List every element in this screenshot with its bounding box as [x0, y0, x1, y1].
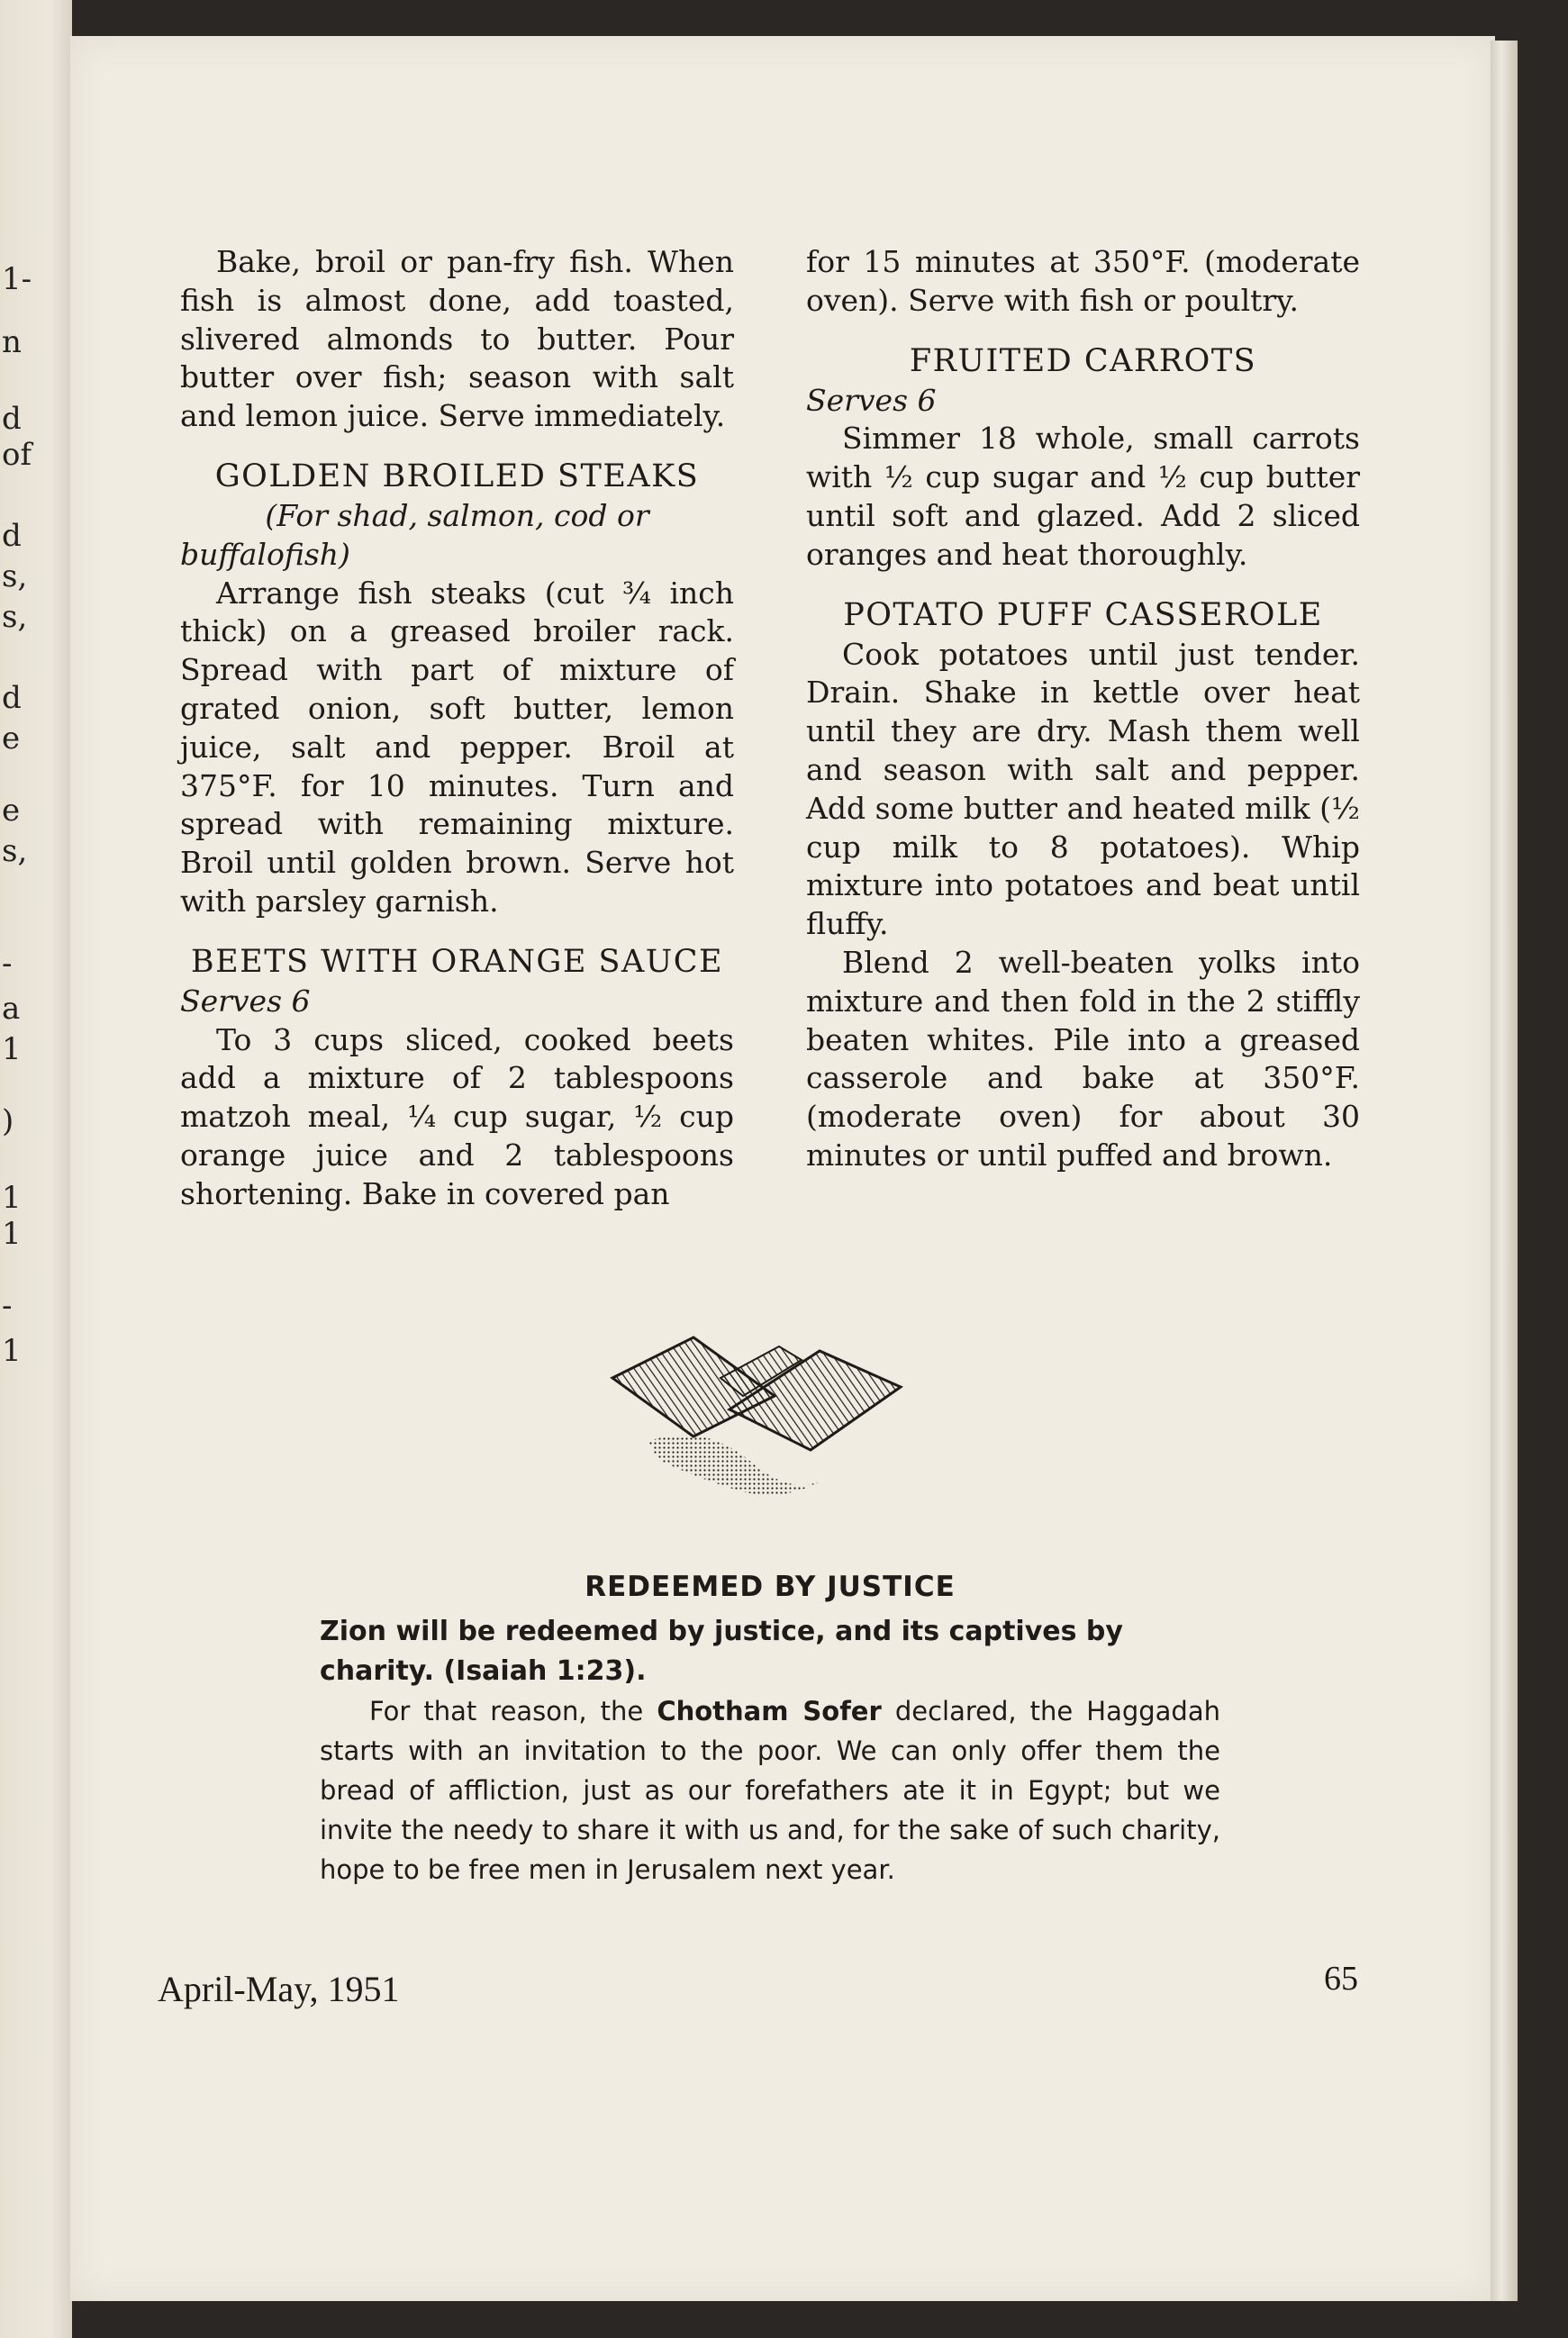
facing-page-fragment: - — [2, 946, 13, 982]
page-number: 65 — [1324, 1960, 1358, 1998]
facing-page-fragment: 1 — [2, 1333, 22, 1369]
recipe-subtitle-beets-with-orange-sauce: Serves 6 — [180, 983, 311, 1019]
facing-page-fragment: ) — [2, 1103, 14, 1139]
matzah-ornament-icon — [594, 1324, 919, 1504]
quote-body-end: declared, the Haggadah starts with an invitation to the poor. We can only offer them the bread of affliction, just as our forefathers ate it in Egypt; but we invite the needy to share it with us and, for the sake of such charity, hope to be free men in Jerusalem next year. — [320, 1696, 1220, 1885]
left-column — [180, 243, 734, 1214]
facing-page-fragment: - — [2, 1288, 13, 1324]
recipe-subtitle-golden-broiled-steaks: (For shad, salmon, cod or buffalofish) — [180, 497, 649, 572]
right-column — [806, 243, 1360, 1175]
facing-page-fragment: d — [2, 401, 22, 437]
quote-body — [320, 1691, 1220, 1889]
facing-page-fragment: 1- — [2, 261, 32, 297]
quote-body-name: Chotham Sofer — [657, 1696, 882, 1726]
facing-page-fragment: 1 — [2, 1216, 22, 1252]
facing-page-fragment: n — [2, 324, 22, 360]
quote-body-start: For that reason, the — [369, 1696, 657, 1726]
quote-box — [320, 1567, 1220, 1889]
recipe-text-golden-broiled-steaks: Arrange fish steaks (cut ¾ inch thick) on a greased broiler rack. Spread with part of mixture of grated onion, soft butter, lemon juice, salt and pepper. Broil at 375°F. for 10 minutes. Turn and spread with remaining mixture. Broil until golden brown. Serve hot with parsley garnish. — [180, 575, 734, 919]
facing-page-fragment: s, — [2, 833, 28, 869]
continuation-paragraph: for 15 minutes at 350°F. (moderate oven). Serve with fish or poultry. — [806, 244, 1360, 318]
facing-page-fragment: s, — [2, 558, 28, 594]
facing-page-fragment: e — [2, 720, 21, 757]
facing-page-fragment: 1 — [2, 1180, 22, 1216]
recipe-text-fruited-carrots: Simmer 18 whole, small carrots with ½ cup sugar and ½ cup butter until soft and glazed. Add 2 sliced oranges and heat thoroughly. — [806, 421, 1360, 572]
facing-page-fragment: d — [2, 518, 22, 554]
facing-page-fragment: of — [2, 437, 32, 473]
recipe-text-potato-puff-casserole-2: Blend 2 well-beaten yolks into mixture and then fold in the 2 stiffly beaten whites. Pile into a greased casserole and bake at 350°F. (moderate oven) for about 30 minutes or until puffed and brown. — [806, 944, 1360, 1173]
recipe-title-golden-broiled-steaks: GOLDEN BROILED STEAKS — [214, 458, 700, 494]
facing-page-fragment: e — [2, 793, 21, 829]
quote-lead: Zion will be redeemed by justice, and its captives by charity. (Isaiah 1:23). — [320, 1616, 1123, 1687]
page-fore-edge — [1491, 41, 1518, 2301]
recipe-text-potato-puff-casserole-1: Cook potatoes until just tender. Drain. Shake in kettle over heat until they are dry. Mash them well and season with salt and pepper. Add some butter and heated milk (½ cup milk to 8 potatoes). Whip mixture into potatoes and beat until fluffy. — [806, 636, 1360, 942]
recipe-title-fruited-carrots: FRUITED CARROTS — [909, 342, 1257, 379]
facing-page-fragment: s, — [2, 599, 28, 635]
recipe-title-potato-puff-casserole: POTATO PUFF CASSEROLE — [843, 596, 1323, 633]
recipe-text-beets-with-orange-sauce: To 3 cups sliced, cooked beets add a mixture of 2 tablespoons matzoh meal, ¼ cup sugar, ½ cup orange juice and 2 tablespoons shortening. Bake in covered pan — [180, 1021, 734, 1211]
issue-date: April-May, 1951 — [158, 1969, 400, 2009]
intro-paragraph: Bake, broil or pan-fry fish. When fish is almost done, add toasted, slivered almonds to butter. Pour butter over fish; season with salt and lemon juice. Serve immediately. — [180, 244, 734, 434]
facing-page-edge — [0, 0, 72, 2338]
facing-page-fragment: 1 — [2, 1031, 22, 1067]
quote-title: REDEEMED BY JUSTICE — [585, 1571, 956, 1603]
recipe-subtitle-fruited-carrots: Serves 6 — [806, 382, 937, 418]
facing-page-fragment: a — [2, 991, 21, 1027]
recipe-title-beets-with-orange-sauce: BEETS WITH ORANGE SAUCE — [190, 943, 724, 980]
facing-page-fragment: d — [2, 680, 22, 716]
